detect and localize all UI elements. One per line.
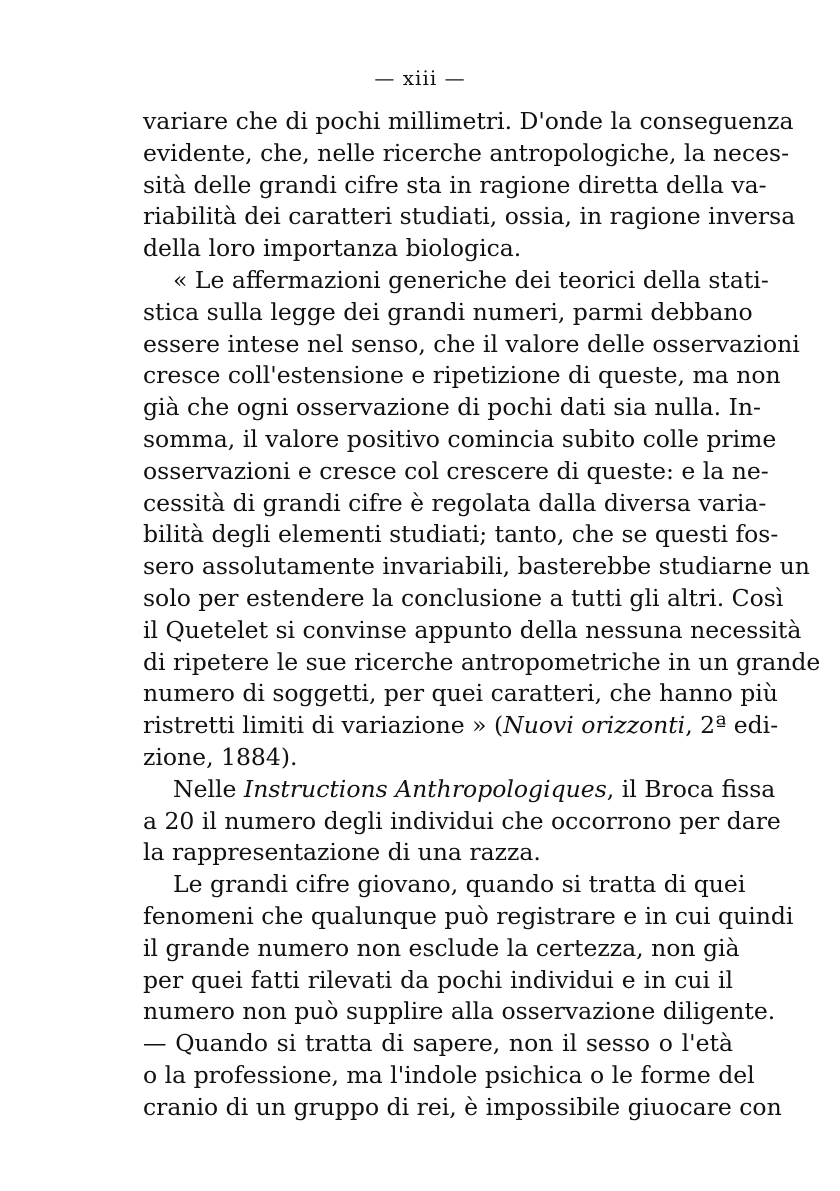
text-line: osservazioni e cresce col crescere di queste: e la ne- xyxy=(143,456,769,485)
text-line: solo per estendere la conclusione a tutti gli altri. Così xyxy=(143,583,784,612)
text-line: cessità di grandi cifre è regolata dalla diversa varia- xyxy=(143,488,767,517)
text-run: , il Broca fissa xyxy=(606,774,776,803)
text-line: variare che di pochi millimetri. D'onde la conseguenza xyxy=(143,107,794,135)
text-line: il Quetelet si convinse appunto della nessuna necessità xyxy=(143,615,802,644)
page-number: — xiii — xyxy=(374,66,466,90)
paragraph-2-quotation xyxy=(143,265,821,774)
work-title: Instructions Anthropologiques xyxy=(243,774,607,803)
text-line: a 20 il numero degli individui che occorrono per dare xyxy=(143,806,781,835)
text-line: sità delle grandi cifre sta in ragione diretta della va- xyxy=(143,170,767,199)
text-line: cranio di un gruppo di rei, è impossibile giuocare con xyxy=(143,1092,782,1121)
body-text xyxy=(143,106,821,1124)
text-line: « Le affermazioni generiche dei teorici della stati- xyxy=(173,265,769,294)
text-line: evidente, che, nelle ricerche antropologiche, la neces- xyxy=(143,138,790,167)
text-line-with-title xyxy=(143,774,776,806)
text-line: — Quando si tratta di sapere, non il sesso o l'età xyxy=(143,1029,733,1058)
paragraph-1 xyxy=(143,106,796,265)
text-line: fenomeni che qualunque può registrare e in cui quindi xyxy=(143,901,794,930)
text-line: bilità degli elementi studiati; tanto, che se questi fos- xyxy=(143,520,779,549)
text-line: numero non può supplire alla osservazione diligente. xyxy=(143,997,776,1026)
text-line: per quei fatti rilevati da pochi individui e in cui il xyxy=(143,965,733,994)
text-run: ristretti limiti di variazione » ( xyxy=(143,711,504,740)
citation-title: Nuovi orizzonti xyxy=(503,711,686,740)
text-line: essere intese nel senso, che il valore delle osservazioni xyxy=(143,329,800,358)
text-line: zione, 1884). xyxy=(143,742,298,771)
text-line: la rappresentazione di una razza. xyxy=(143,838,541,867)
text-line: stica sulla legge dei grandi numeri, parmi debbano xyxy=(143,297,753,326)
text-line: cresce coll'estensione e ripetizione di queste, ma non xyxy=(143,361,781,390)
text-line: il grande numero non esclude la certezza, non già xyxy=(143,933,740,962)
text-line: numero di soggetti, per quei caratteri, che hanno più xyxy=(143,679,778,708)
text-line: somma, il valore positivo comincia subito colle prime xyxy=(143,424,777,453)
text-run: , 2ª edi- xyxy=(685,711,779,740)
paragraph-3 xyxy=(143,774,781,869)
text-line: di ripetere le sue ricerche antropometriche in un grande xyxy=(143,647,821,676)
text-line: Le grandi cifre giovano, quando si tratta di quei xyxy=(173,870,746,899)
text-run: Nelle xyxy=(173,774,237,803)
text-line: o la professione, ma l'indole psichica o le forme del xyxy=(143,1060,755,1089)
text-line-with-citation xyxy=(143,710,779,742)
text-line: della loro importanza biologica. xyxy=(143,234,522,263)
text-line: riabilità dei caratteri studiati, ossia, in ragione inversa xyxy=(143,202,796,231)
paragraph-4 xyxy=(143,869,794,1123)
text-line: già che ogni osservazione di pochi dati sia nulla. In- xyxy=(143,393,761,422)
text-line: sero assolutamente invariabili, basterebbe studiarne un xyxy=(143,552,810,581)
